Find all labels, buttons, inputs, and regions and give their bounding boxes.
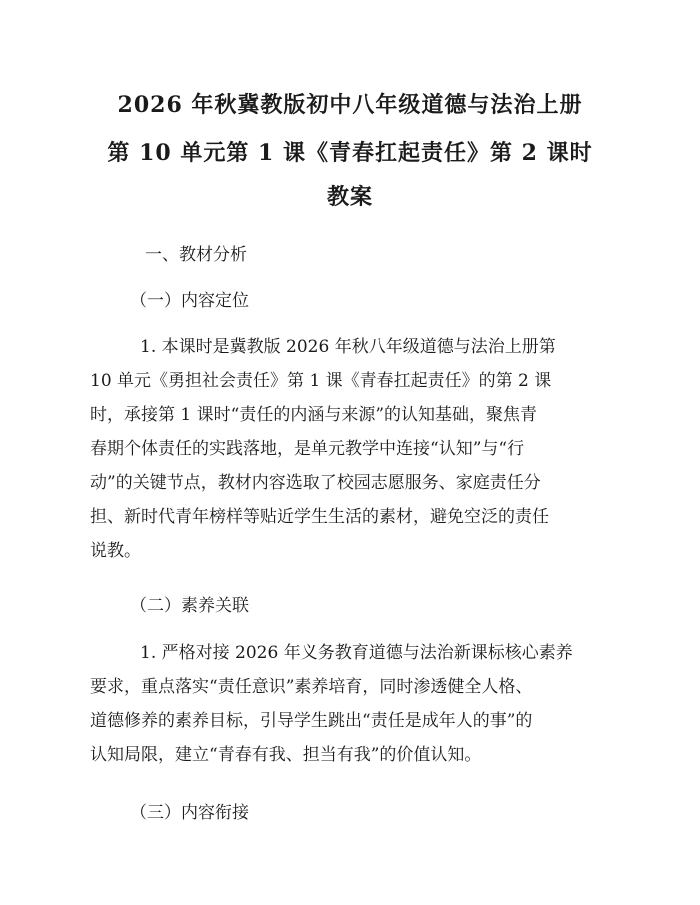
- paragraph-content-positioning: [90, 330, 610, 568]
- paragraph-line: 认知局限，建立“青春有我、担当有我”的价值认知。: [90, 745, 482, 765]
- subsection-heading-content-positioning: （一）内容定位: [130, 291, 249, 311]
- document-title-line-1: 2026 年秋冀教版初中八年级道德与法治上册: [117, 92, 583, 118]
- paragraph-line: 担、新时代青年榜样等贴近学生生活的素材，避免空泛的责任: [90, 507, 549, 527]
- section-heading-textbook-analysis: 一、教材分析: [145, 245, 247, 265]
- paragraph-line: 道德修养的素养目标，引导学生跳出“责任是成年人的事”的: [90, 711, 533, 731]
- paragraph-line: 春期个体责任的实践落地，是单元教学中连接“认知”与“行: [90, 439, 525, 459]
- subsection-heading-content-linkage: （三）内容衔接: [130, 803, 249, 823]
- document-title-line-2: 第 10 单元第 1 课《青春扛起责任》第 2 课时: [107, 140, 593, 166]
- paragraph-literacy-connection: [90, 636, 610, 772]
- paragraph-line: 动”的关键节点，教材内容选取了校园志愿服务、家庭责任分: [90, 473, 541, 493]
- document-title-line-3: 教案: [326, 184, 373, 210]
- paragraph-line: 说教。: [90, 541, 141, 561]
- paragraph-line: 10 单元《勇担社会责任》第 1 课《青春扛起责任》的第 2 课: [90, 371, 552, 391]
- paragraph-line: 1. 严格对接 2026 年义务教育道德与法治新课标核心素养: [140, 643, 573, 663]
- subsection-heading-literacy-connection: （二）素养关联: [130, 596, 249, 616]
- paragraph-line: 时，承接第 1 课时“责任的内涵与来源”的认知基础，聚焦青: [90, 405, 538, 425]
- paragraph-line: 要求，重点落实“责任意识”素养培育，同时渗透健全人格、: [90, 677, 533, 697]
- paragraph-line: 1. 本课时是冀教版 2026 年秋八年级道德与法治上册第: [140, 337, 556, 357]
